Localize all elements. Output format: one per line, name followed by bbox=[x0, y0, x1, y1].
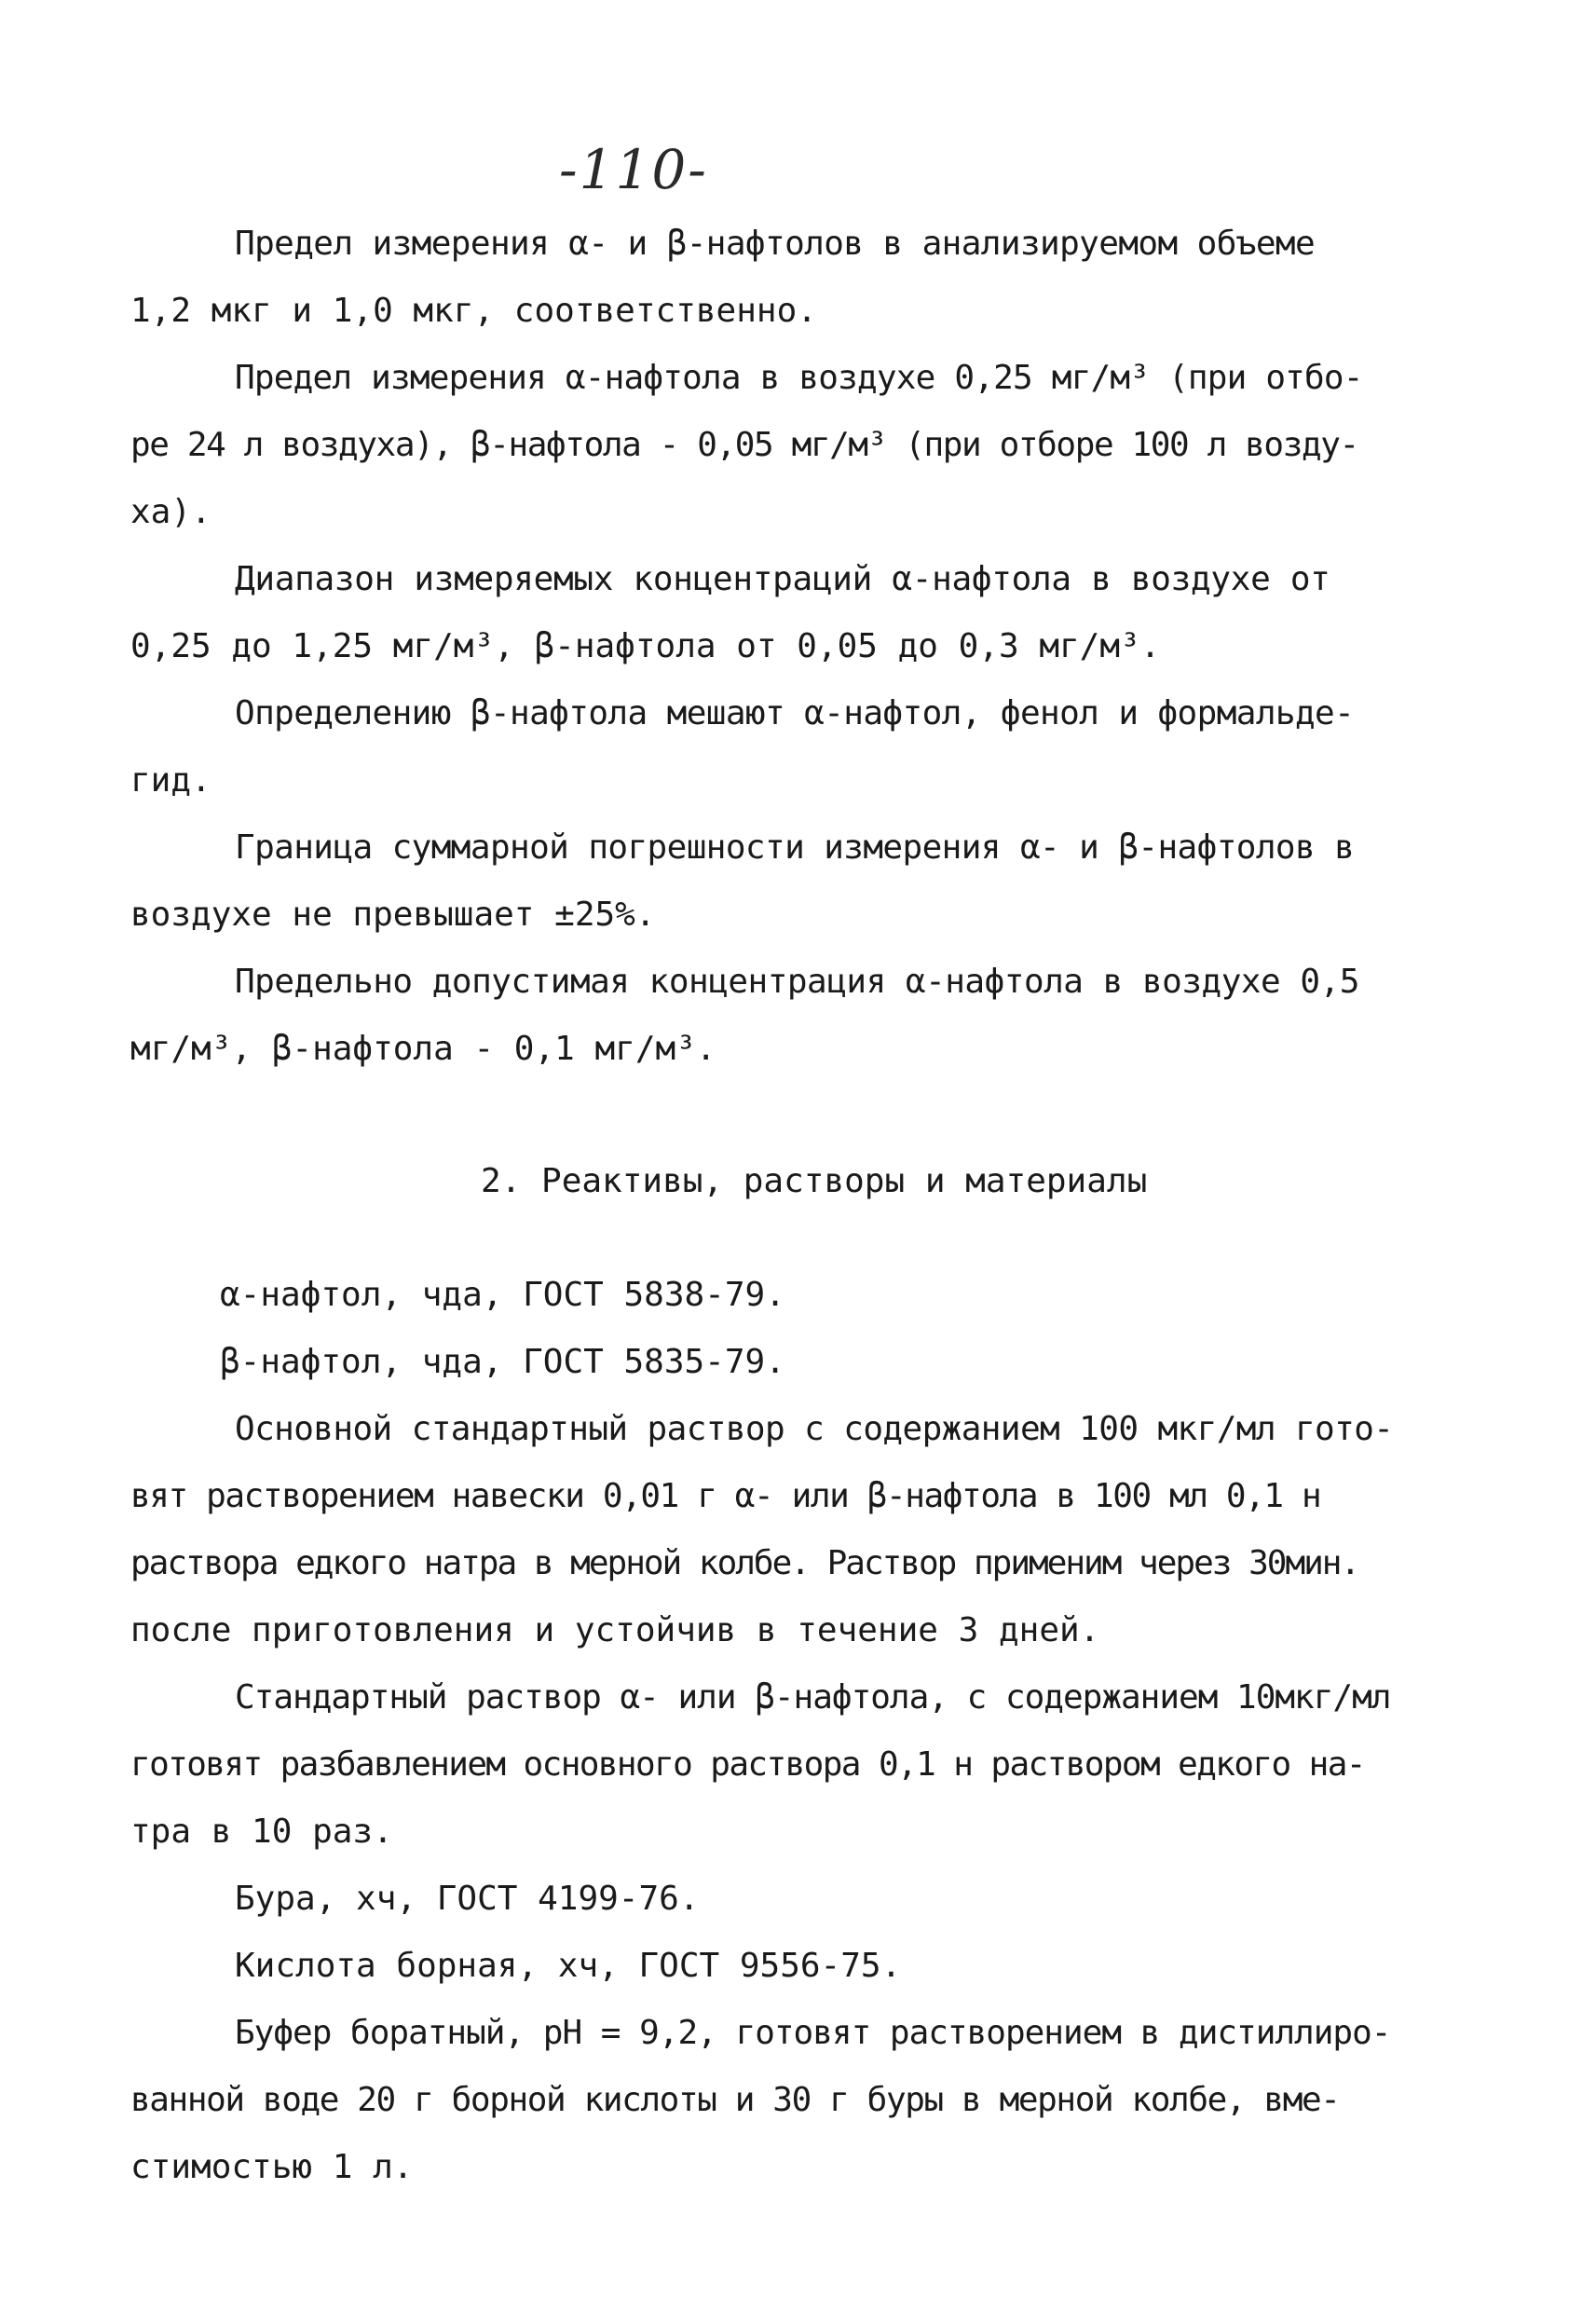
paragraph-line: воздухе не превышает ±25%. bbox=[130, 896, 656, 934]
paragraph-line: ре 24 л воздуха), β-нафтола - 0,05 мг/м³ (при отборе 100 л возду- bbox=[130, 426, 1358, 464]
paragraph-line: Предел измерения α- и β-нафтолов в анализируемом объеме bbox=[235, 225, 1316, 263]
paragraph-line: вят растворением навески 0,01 г α- или β-нафтола в 100 мл 0,1 н bbox=[130, 1477, 1321, 1515]
paragraph-line: Определению β-нафтола мешают α-нафтол, фенол и формальде- bbox=[235, 694, 1355, 732]
paragraph-line: мг/м³, β-нафтола - 0,1 мг/м³. bbox=[130, 1030, 716, 1068]
paragraph-line: после приготовления и устойчив в течение 3 дней. bbox=[130, 1611, 1100, 1649]
paragraph-line: 0,25 до 1,25 мг/м³, β-нафтола от 0,05 до 0,3 мг/м³. bbox=[130, 627, 1161, 665]
section-heading: 2. Реактивы, растворы и материалы bbox=[481, 1162, 1148, 1200]
page-number: -110- bbox=[559, 138, 708, 201]
paragraph-line: Основной стандартный раствор с содержанием 100 мкг/мл гото- bbox=[235, 1410, 1394, 1448]
paragraph-line: Стандартный раствор α- или β-нафтола, с содержанием 10мкг/мл bbox=[235, 1678, 1391, 1717]
reagent-item: Кислота борная, хч, ГОСТ 9556-75. bbox=[235, 1947, 902, 1985]
reagent-item: Бура, хч, ГОСТ 4199-76. bbox=[235, 1880, 700, 1918]
paragraph-line: готовят разбавлением основного раствора 0,1 н раствором едкого на- bbox=[130, 1745, 1365, 1784]
reagent-item: β-нафтол, чда, ГОСТ 5835-79. bbox=[220, 1343, 785, 1381]
paragraph-line: стимостью 1 л. bbox=[130, 2148, 414, 2186]
paragraph-line: 1,2 мкг и 1,0 мкг, соответственно. bbox=[130, 292, 817, 330]
paragraph-line: Диапазон измеряемых концентраций α-нафтола в воздухе от bbox=[235, 560, 1330, 598]
paragraph-line: Предельно допустимая концентрация α-нафтола в воздухе 0,5 bbox=[235, 963, 1359, 1001]
paragraph-line: раствора едкого натра в мерной колбе. Раствор применим через 30мин. bbox=[130, 1544, 1359, 1582]
paragraph-line: Предел измерения α-нафтола в воздухе 0,25 мг/м³ (при отбо- bbox=[235, 359, 1363, 397]
reagent-item: α-нафтол, чда, ГОСТ 5838-79. bbox=[220, 1276, 785, 1314]
paragraph-line: гид. bbox=[130, 761, 211, 800]
paragraph-line: ванной воде 20 г борной кислоты и 30 г буры в мерной колбе, вме- bbox=[130, 2081, 1340, 2119]
paragraph-line: Граница суммарной погрешности измерения α- и β-нафтолов в bbox=[235, 828, 1355, 867]
paragraph-line: Буфер боратный, pH = 9,2, готовят растворением в дистиллиро- bbox=[235, 2014, 1391, 2052]
paragraph-line: ха). bbox=[130, 493, 211, 531]
paragraph-line: тра в 10 раз. bbox=[130, 1813, 393, 1851]
